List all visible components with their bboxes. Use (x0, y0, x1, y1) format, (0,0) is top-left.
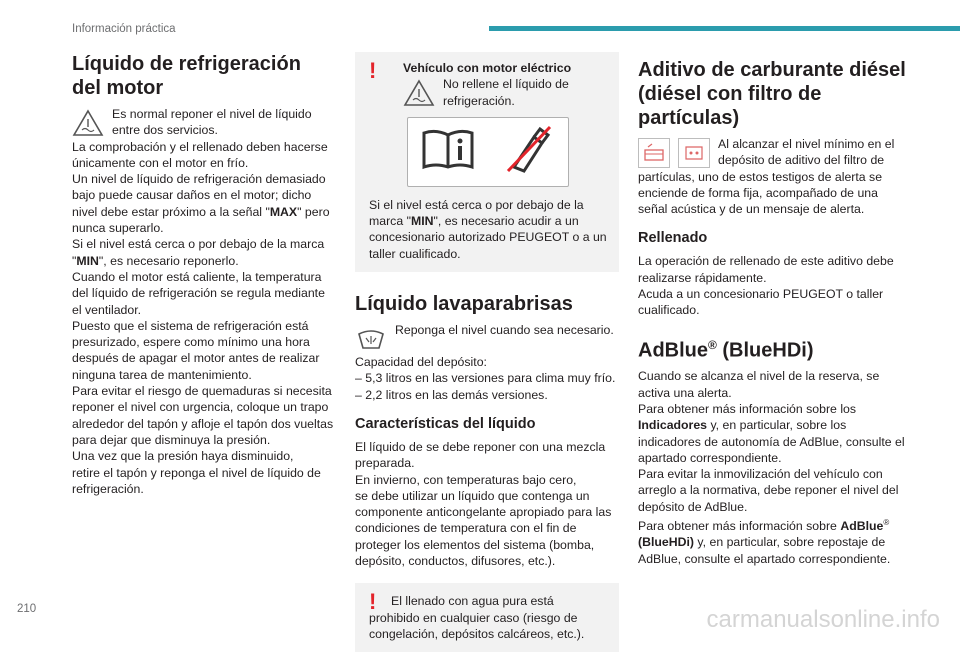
adblue-p1: Cuando se alcanza el nivel de la reserva, se activa una alerta. (638, 369, 880, 400)
warning-triangle-icon (403, 78, 435, 108)
warn2-text: El llenado con agua pura está prohibido en cualquier caso (riesgo de congelación, depósitos calcáreos, etc.). (369, 594, 585, 641)
refill-p2: Acuda a un concesionario PEUGEOT o taller cualificado. (638, 287, 884, 318)
note-warn-row (403, 76, 607, 109)
refill-p1: La operación de rellenado de este aditivo debe realizarse rápidamente. (638, 254, 894, 285)
exclamation-icon: ! (369, 58, 377, 83)
coolant-title: Líquido de refrigeración del motor (72, 53, 301, 99)
note-warn: No rellene el líquido de refrigeración. (443, 77, 569, 108)
coolant-p8: retire el tapón y reponga el nivel de líquido de refrigeración. (72, 465, 321, 496)
fuel-additive-warning-icon (638, 138, 670, 168)
props-p3: se debe utilizar un líquido que contenga un componente anticongelante apropiado para las condiciones de temperatura con el fin de proteger los elementos del sistema (bomba, depósito, conductos, difusores, etc.). (355, 488, 612, 569)
props-title: Características del líquido (355, 415, 536, 432)
windscreen-washer-icon (355, 324, 387, 354)
coolant-p6: Para evitar el riesgo de quemaduras si necesita reponer el nivel con urgencia, coloque un trapo alrededor del tapón y afloje el tapón dos vueltas para dejar que disminuya la presión. (72, 384, 334, 447)
washer-intro-row (355, 322, 619, 354)
additive-intro: Al alcanzar el nivel mínimo en el depósito de aditivo del filtro de partículas, uno de estos testigos de alerta se enciende de forma fija, acompañado de una señal acústica y de un mensaje de alerta. (638, 137, 895, 217)
coolant-p7: Una vez que la presión haya disminuido, (72, 449, 294, 464)
capacity-item: – 5,3 litros en las versiones para clima muy frío. (355, 371, 616, 386)
coolant-intro-row (72, 106, 334, 139)
no-refill-bottle-icon (500, 123, 556, 180)
additive-title: Aditivo de carburante diésel (diésel con filtro de partículas) (638, 59, 906, 129)
adblue-p2: Para obtener más información sobre los Indicadores y, en particular, sobre los indicadores de autonomía de AdBlue, consulte el apartado correspondiente. (638, 401, 905, 465)
props-p1: El líquido de se debe reponer con una mezcla preparada. (355, 439, 606, 471)
particle-filter-warning-icon (678, 138, 710, 168)
column-right (638, 52, 908, 567)
header-accent-bar (489, 26, 960, 31)
capacity-item: – 2,2 litros en las demás versiones. (355, 387, 548, 402)
watermark: carmanualsonline.info (706, 606, 940, 633)
page-number: 210 (17, 603, 37, 615)
note-min-text: Si el nivel está cerca o por debajo de la marca "MIN", es necesario acudir a un concesionario autorizado PEUGEOT o a un taller cualificado. (369, 197, 607, 261)
electric-motor-note (355, 52, 619, 272)
coolant-p3: Si el nivel está cerca o por debajo de la marca "MIN", es necesario reponerlo. (72, 237, 325, 268)
refill-title: Rellenado (638, 230, 708, 247)
adblue-title: AdBlue® (BlueHDi) (638, 337, 814, 362)
running-header: Información práctica (72, 23, 176, 35)
adblue-p4: Para obtener más información sobre AdBlue® (BlueHDi) y, en particular, sobre repostaje de AdBlue, consulte el apartado correspondiente. (638, 518, 891, 566)
warning-triangle-icon (72, 108, 104, 138)
washer-intro: Reponga el nivel cuando sea necesario. (395, 323, 614, 338)
coolant-p1: La comprobación y el rellenado deben hacerse únicamente con el motor en frío. (72, 139, 328, 170)
coolant-p2: Un nivel de líquido de refrigeración demasiado bajo puede causar daños en el motor; dicho nivel debe estar próximo a la señal "MAX" pero nunca superarlo. (72, 172, 330, 236)
capacity-label: Capacidad del depósito: (355, 355, 487, 370)
coolant-intro: Es normal reponer el nivel de líquido entre dos servicios. (112, 107, 312, 138)
note-title: Vehículo con motor eléctrico (403, 61, 572, 75)
coolant-p5: Puesto que el sistema de refrigeración está presurizado, espere como mínimo una hora después de apagar el motor antes de realizar ninguna tarea de mantenimiento. (72, 318, 320, 382)
coolant-section (72, 52, 334, 497)
additive-intro-row (638, 136, 908, 217)
ev-symbols-card (407, 117, 569, 187)
column-middle (355, 52, 619, 652)
book-info-icon (420, 127, 476, 176)
coolant-p4: Cuando el motor está caliente, la temperatura del líquido de refrigeración se regula mediante el ventilador. (72, 269, 325, 317)
pure-water-warning (355, 583, 619, 652)
props-p2: En invierno, con temperaturas bajo cero, (355, 472, 577, 487)
washer-title: Líquido lavaparabrisas (355, 293, 573, 316)
adblue-p3: Para evitar la inmovilización del vehículo con arreglo a la normativa, debe reponer el nivel del depósito de AdBlue. (638, 467, 899, 514)
exclamation-icon: ! (369, 589, 377, 615)
